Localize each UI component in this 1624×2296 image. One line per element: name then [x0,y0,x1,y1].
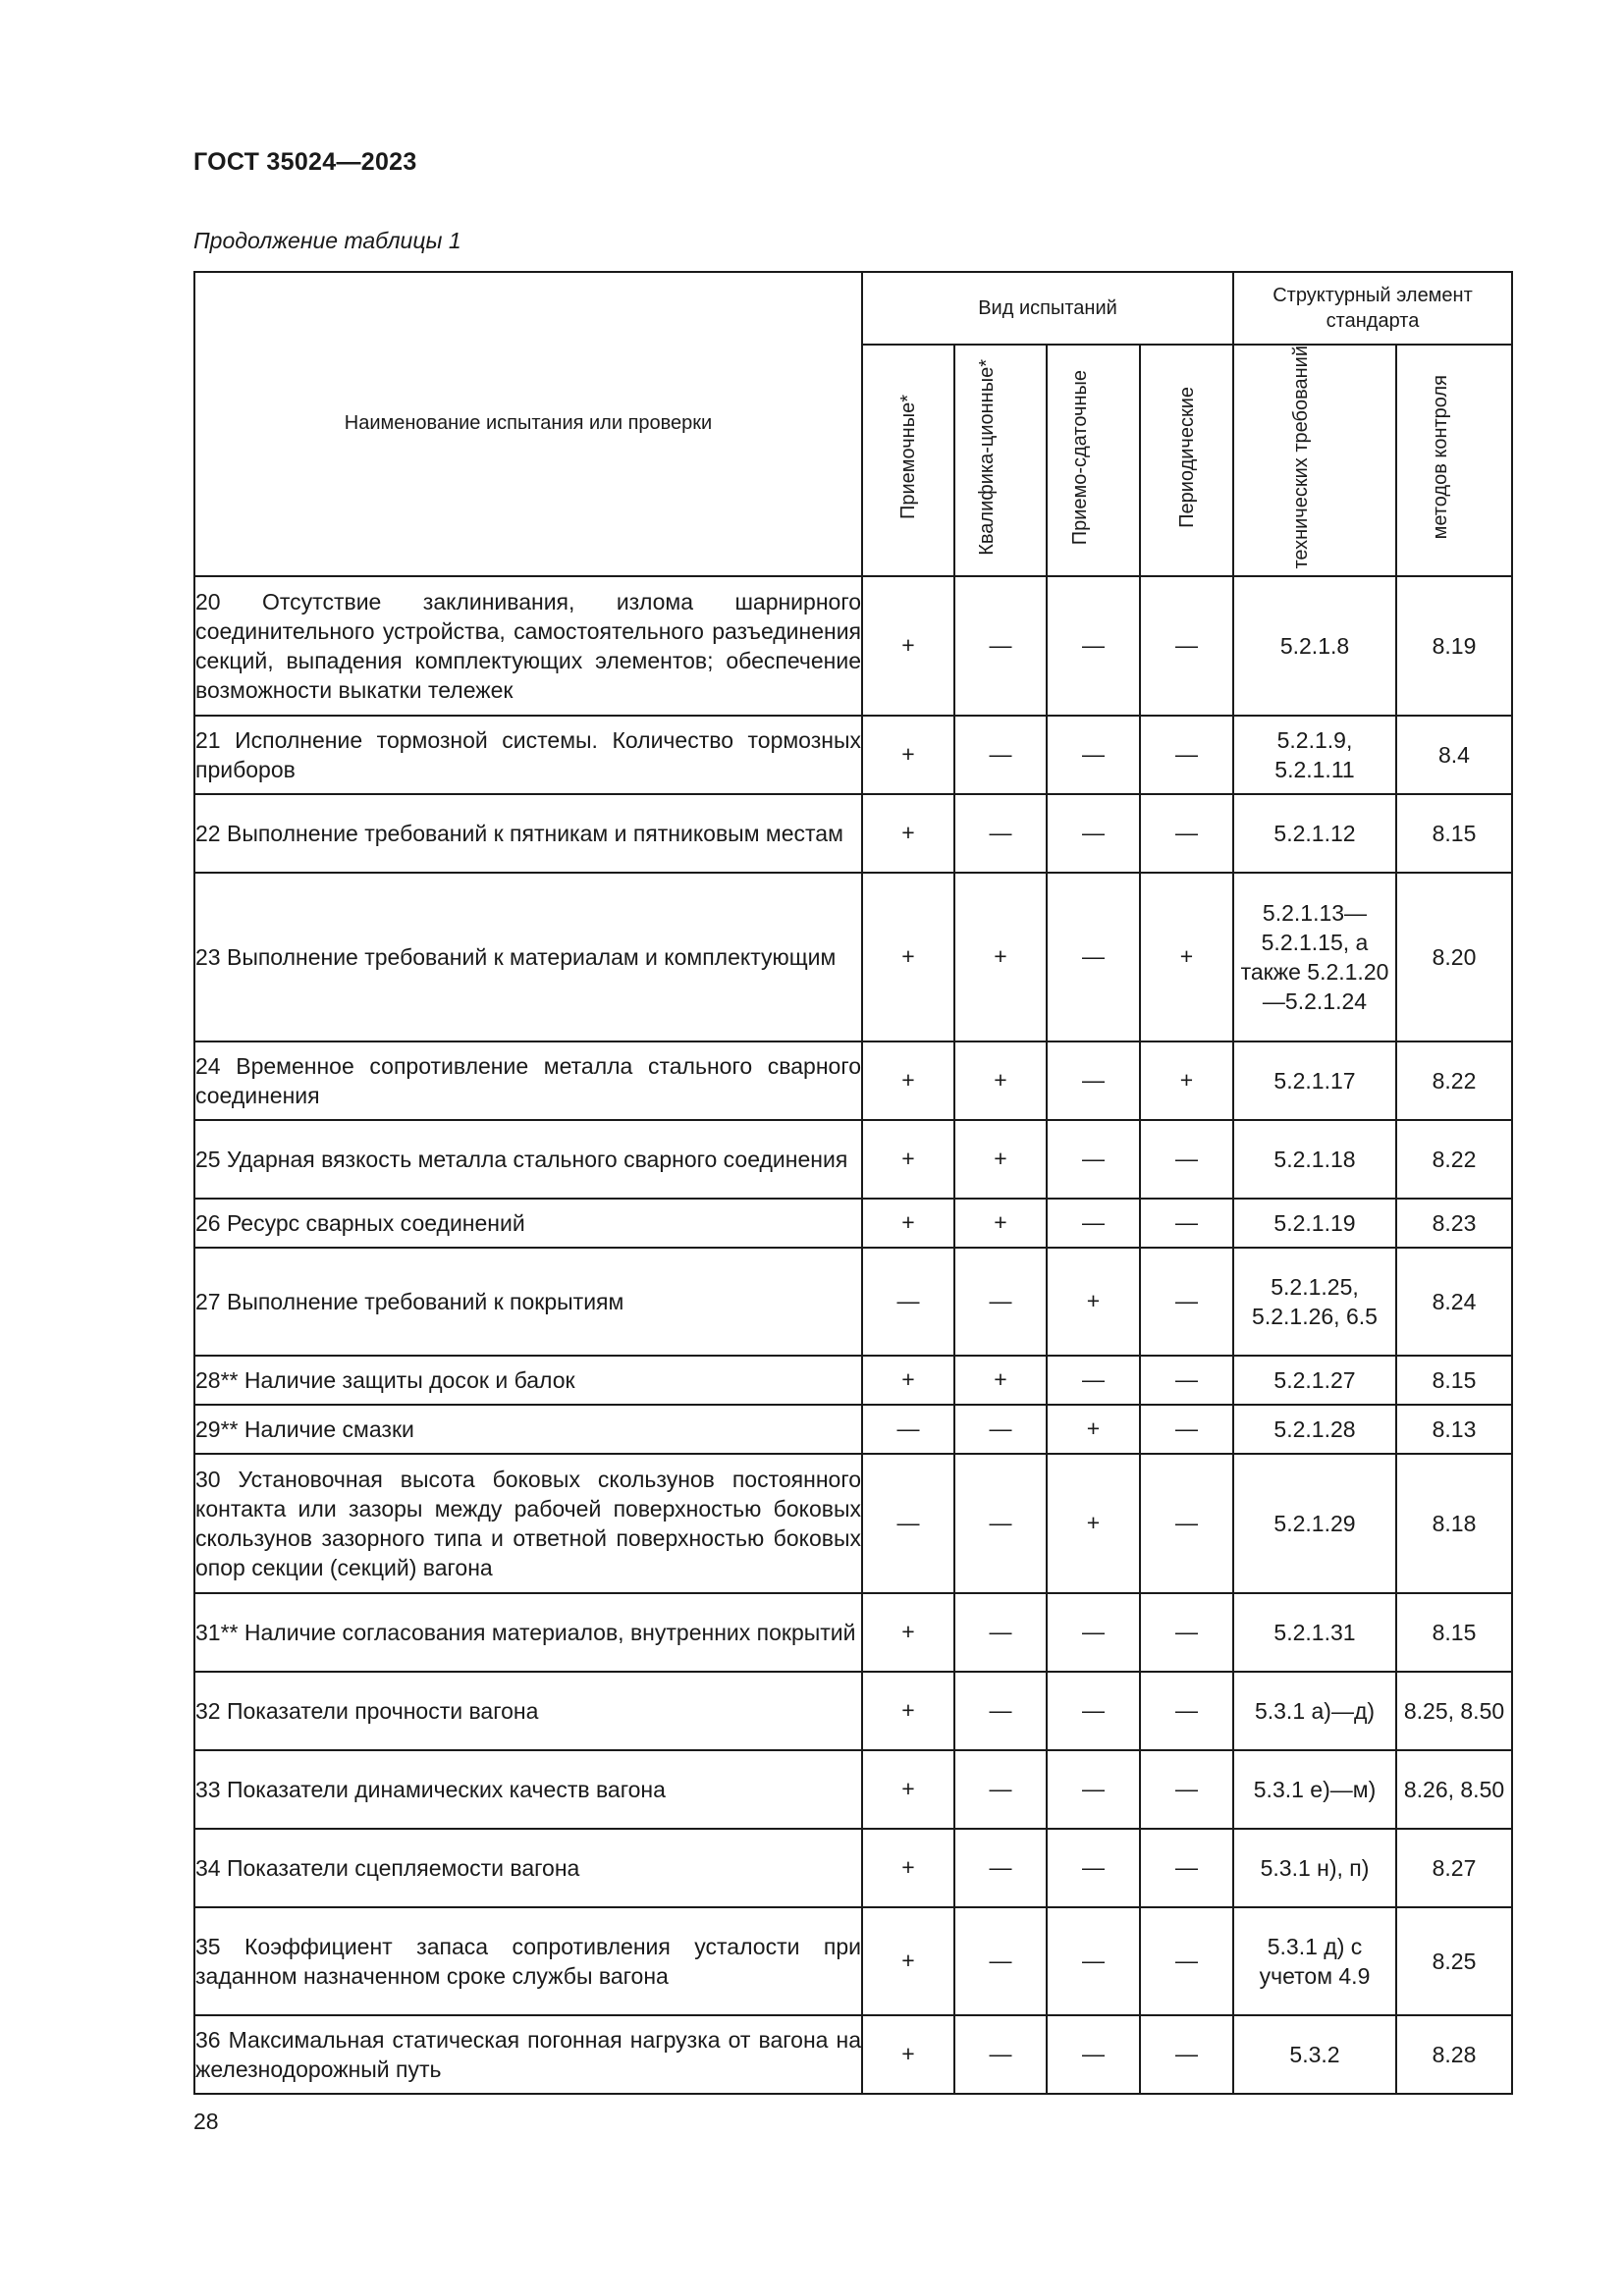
control-methods-cell: 8.18 [1396,1454,1512,1593]
header-qualification [954,345,1047,576]
control-methods-cell: 8.23 [1396,1199,1512,1248]
test-name-cell: 25 Ударная вязкость металла стального сварного соединения [194,1120,862,1199]
technical-requirements-cell: 5.2.1.9, 5.2.1.11 [1233,716,1396,794]
header-acceptance [862,345,954,576]
acceptance-mark-cell: + [862,1829,954,1907]
acceptance-mark-cell: + [862,1356,954,1405]
acceptance-mark-cell: + [862,716,954,794]
test-name-cell: 32 Показатели прочности вагона [194,1672,862,1750]
table-row [194,1750,1512,1829]
acceptance-mark-cell: + [862,1199,954,1248]
control-methods-cell: 8.19 [1396,576,1512,716]
qualification-mark-cell: — [954,576,1047,716]
delivery-mark-cell: — [1047,1750,1140,1829]
acceptance-mark-cell: + [862,1041,954,1120]
periodic-mark-cell: — [1140,2015,1233,2094]
periodic-mark-cell: — [1140,1829,1233,1907]
test-name-cell: 34 Показатели сцепляемости вагона [194,1829,862,1907]
table-row [194,1672,1512,1750]
periodic-mark-cell: — [1140,1672,1233,1750]
tests-table [193,271,1513,2095]
table-row [194,576,1512,716]
acceptance-mark-cell: + [862,2015,954,2094]
table-row [194,1041,1512,1120]
delivery-mark-cell: — [1047,1672,1140,1750]
test-name-cell: 26 Ресурс сварных соединений [194,1199,862,1248]
delivery-mark-cell: — [1047,1199,1140,1248]
table-row [194,794,1512,873]
test-name-cell: 24 Временное сопротивление металла стального сварного соединения [194,1041,862,1120]
control-methods-cell: 8.15 [1396,794,1512,873]
technical-requirements-cell: 5.2.1.17 [1233,1041,1396,1120]
delivery-mark-cell: + [1047,1405,1140,1454]
table-body [194,576,1512,2094]
control-methods-cell: 8.26, 8.50 [1396,1750,1512,1829]
delivery-mark-cell: — [1047,576,1140,716]
header-technical-requirements [1233,345,1396,576]
table-row [194,1593,1512,1672]
test-name-cell: 33 Показатели динамических качеств вагона [194,1750,862,1829]
control-methods-cell: 8.13 [1396,1405,1512,1454]
table-row [194,1405,1512,1454]
header-control-methods [1396,345,1512,576]
delivery-mark-cell: — [1047,1356,1140,1405]
qualification-mark-cell: — [954,1454,1047,1593]
acceptance-mark-cell: + [862,1120,954,1199]
control-methods-cell: 8.20 [1396,873,1512,1041]
periodic-mark-cell: — [1140,1593,1233,1672]
periodic-mark-cell: + [1140,873,1233,1041]
delivery-mark-cell: — [1047,716,1140,794]
test-name-cell: 35 Коэффициент запаса сопротивления усталости при заданном назначенном сроке службы вагона [194,1907,862,2015]
qualification-mark-cell: — [954,2015,1047,2094]
table-row [194,1199,1512,1248]
control-methods-cell: 8.22 [1396,1120,1512,1199]
periodic-mark-cell: — [1140,1120,1233,1199]
acceptance-mark-cell: + [862,1672,954,1750]
delivery-mark-cell: — [1047,1593,1140,1672]
header-test-types: Вид испытаний [862,272,1233,345]
test-name-cell: 29** Наличие смазки [194,1405,862,1454]
qualification-mark-cell: + [954,1199,1047,1248]
qualification-mark-cell: — [954,1405,1047,1454]
acceptance-mark-cell: + [862,794,954,873]
qualification-mark-cell: — [954,1593,1047,1672]
technical-requirements-cell: 5.3.2 [1233,2015,1396,2094]
acceptance-mark-cell: — [862,1454,954,1593]
test-name-cell: 20 Отсутствие заклинивания, излома шарнирного соединительного устройства, самостоятельного разъединения секций, выпадения комплектующих элементов; обеспечение возможности выкатки тележек [194,576,862,716]
periodic-mark-cell: — [1140,716,1233,794]
periodic-mark-cell: — [1140,1248,1233,1356]
delivery-mark-cell: — [1047,1907,1140,2015]
delivery-mark-cell: — [1047,1120,1140,1199]
page-number: 28 [193,2109,219,2134]
periodic-mark-cell: + [1140,1041,1233,1120]
qualification-mark-cell: + [954,873,1047,1041]
delivery-mark-cell: — [1047,794,1140,873]
table-row [194,1829,1512,1907]
periodic-mark-cell: — [1140,1199,1233,1248]
acceptance-mark-cell: — [862,1248,954,1356]
table-caption: Продолжение таблицы 1 [193,228,461,253]
periodic-mark-cell: — [1140,1750,1233,1829]
delivery-mark-cell: — [1047,1829,1140,1907]
technical-requirements-cell: 5.2.1.25, 5.2.1.26, 6.5 [1233,1248,1396,1356]
periodic-mark-cell: — [1140,576,1233,716]
qualification-mark-cell: — [954,1672,1047,1750]
test-name-cell: 22 Выполнение требований к пятникам и пятниковым местам [194,794,862,873]
table-row [194,1120,1512,1199]
qualification-mark-cell: — [954,1907,1047,2015]
qualification-mark-cell: + [954,1356,1047,1405]
test-name-cell: 21 Исполнение тормозной системы. Количество тормозных приборов [194,716,862,794]
technical-requirements-cell: 5.2.1.27 [1233,1356,1396,1405]
header-acceptance-label: Приемочные* [897,395,919,520]
test-name-cell: 27 Выполнение требований к покрытиям [194,1248,862,1356]
table-row [194,1454,1512,1593]
header-periodic [1140,345,1233,576]
technical-requirements-cell: 5.3.1 н), п) [1233,1829,1396,1907]
control-methods-cell: 8.24 [1396,1248,1512,1356]
test-name-cell: 30 Установочная высота боковых скользунов постоянного контакта или зазоры между рабочей поверхностью боковых скользунов зазорного типа и ответной поверхностью боковых опор секции (секций) вагона [194,1454,862,1593]
delivery-mark-cell: + [1047,1248,1140,1356]
qualification-mark-cell: — [954,1750,1047,1829]
acceptance-mark-cell: + [862,576,954,716]
technical-requirements-cell: 5.2.1.12 [1233,794,1396,873]
control-methods-cell: 8.15 [1396,1593,1512,1672]
periodic-mark-cell: — [1140,1907,1233,2015]
test-name-cell: 36 Максимальная статическая погонная нагрузка от вагона на железнодорожный путь [194,2015,862,2094]
technical-requirements-cell: 5.2.1.18 [1233,1120,1396,1199]
test-name-cell: 31** Наличие согласования материалов, внутренних покрытий [194,1593,862,1672]
header-delivery [1047,345,1140,576]
test-name-cell: 23 Выполнение требований к материалам и комплектующим [194,873,862,1041]
technical-requirements-cell: 5.3.1 д) с учетом 4.9 [1233,1907,1396,2015]
qualification-mark-cell: + [954,1041,1047,1120]
control-methods-cell: 8.4 [1396,716,1512,794]
table-row [194,873,1512,1041]
technical-requirements-cell: 5.2.1.19 [1233,1199,1396,1248]
table-row [194,1248,1512,1356]
header-technical-requirements-label: технических требований [1290,346,1312,569]
document-code: ГОСТ 35024—2023 [193,148,417,176]
table-row [194,2015,1512,2094]
acceptance-mark-cell: + [862,1593,954,1672]
periodic-mark-cell: — [1140,794,1233,873]
table-row [194,1356,1512,1405]
technical-requirements-cell: 5.2.1.28 [1233,1405,1396,1454]
header-test-name: Наименование испытания или проверки [194,272,862,576]
qualification-mark-cell: — [954,794,1047,873]
technical-requirements-cell: 5.2.1.13—5.2.1.15, а также 5.2.1.20—5.2.1.24 [1233,873,1396,1041]
qualification-mark-cell: — [954,1829,1047,1907]
periodic-mark-cell: — [1140,1405,1233,1454]
control-methods-cell: 8.25, 8.50 [1396,1672,1512,1750]
header-periodic-label: Периодические [1175,386,1198,528]
delivery-mark-cell: — [1047,2015,1140,2094]
header-delivery-label: Приемо-сдаточные [1068,369,1091,545]
periodic-mark-cell: — [1140,1356,1233,1405]
technical-requirements-cell: 5.2.1.29 [1233,1454,1396,1593]
header-qualification-label: Квалифика-ционные* [976,358,998,556]
delivery-mark-cell: + [1047,1454,1140,1593]
technical-requirements-cell: 5.3.1 е)—м) [1233,1750,1396,1829]
control-methods-cell: 8.15 [1396,1356,1512,1405]
table-row [194,716,1512,794]
header-structural-element: Структурный элемент стандарта [1233,272,1512,345]
delivery-mark-cell: — [1047,873,1140,1041]
header-control-methods-label: методов контроля [1430,375,1451,540]
technical-requirements-cell: 5.2.1.8 [1233,576,1396,716]
delivery-mark-cell: — [1047,1041,1140,1120]
qualification-mark-cell: — [954,1248,1047,1356]
table-row [194,1907,1512,2015]
technical-requirements-cell: 5.2.1.31 [1233,1593,1396,1672]
qualification-mark-cell: — [954,716,1047,794]
control-methods-cell: 8.28 [1396,2015,1512,2094]
test-name-cell: 28** Наличие защиты досок и балок [194,1356,862,1405]
acceptance-mark-cell: — [862,1405,954,1454]
acceptance-mark-cell: + [862,1750,954,1829]
acceptance-mark-cell: + [862,1907,954,2015]
acceptance-mark-cell: + [862,873,954,1041]
qualification-mark-cell: + [954,1120,1047,1199]
control-methods-cell: 8.27 [1396,1829,1512,1907]
control-methods-cell: 8.22 [1396,1041,1512,1120]
periodic-mark-cell: — [1140,1454,1233,1593]
control-methods-cell: 8.25 [1396,1907,1512,2015]
technical-requirements-cell: 5.3.1 а)—д) [1233,1672,1396,1750]
